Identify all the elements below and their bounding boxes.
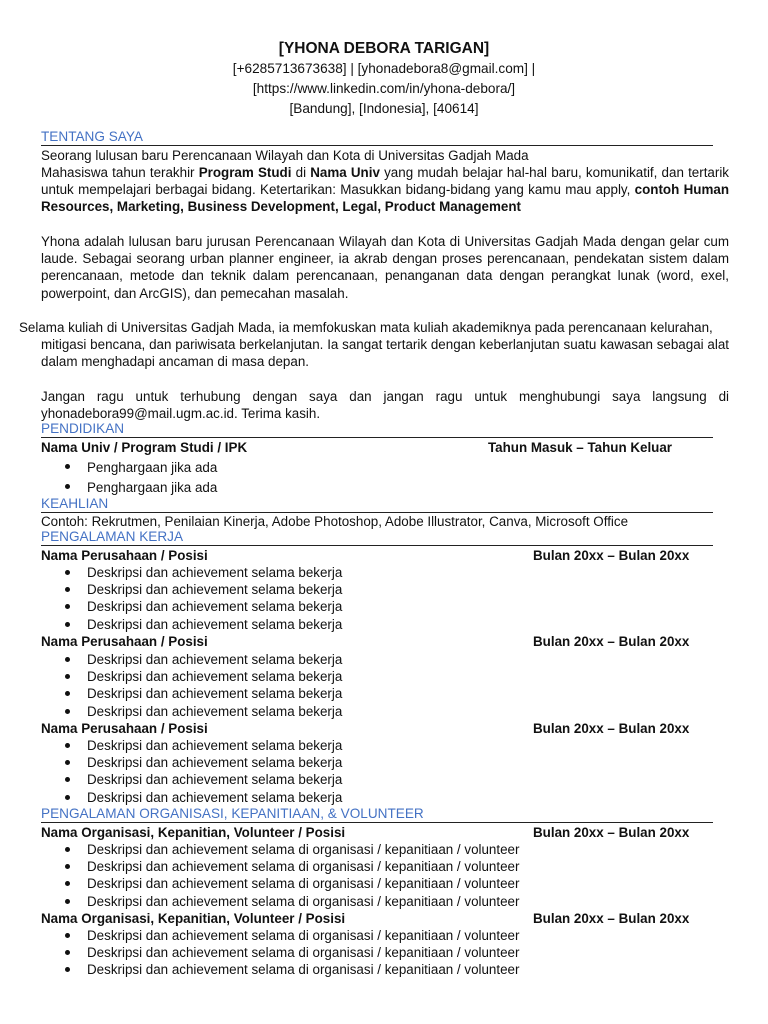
list-item: Deskripsi dan achievement selama bekerja bbox=[41, 564, 342, 581]
list-item: Deskripsi dan achievement selama bekerja bbox=[41, 771, 342, 788]
section-title-work: PENGALAMAN KERJA bbox=[41, 529, 713, 546]
work-position: Nama Perusahaan / Posisi bbox=[41, 634, 208, 649]
list-item: Penghargaan jika ada bbox=[41, 478, 217, 498]
organization-bullets bbox=[41, 927, 519, 979]
list-item: Deskripsi dan achievement selama di organisasi / kepanitiaan / volunteer bbox=[41, 858, 519, 875]
work-dates: Bulan 20xx – Bulan 20xx bbox=[533, 721, 690, 736]
list-item: Penghargaan jika ada bbox=[41, 458, 217, 478]
organization-position: Nama Organisasi, Kepanitian, Volunteer / Posisi bbox=[41, 825, 346, 840]
work-entry bbox=[41, 720, 713, 737]
work-position: Nama Perusahaan / Posisi bbox=[41, 548, 208, 563]
linkedin-line: [https://www.linkedin.com/in/yhona-debora/] bbox=[252, 81, 516, 96]
list-item: Deskripsi dan achievement selama di organisasi / kepanitiaan / volunteer bbox=[41, 927, 519, 944]
section-title-about: TENTANG SAYA bbox=[41, 129, 713, 146]
about-paragraph-interest bbox=[41, 164, 729, 216]
list-item: Deskripsi dan achievement selama di organisasi / kepanitiaan / volunteer bbox=[41, 893, 519, 910]
section-title-skills: KEAHLIAN bbox=[41, 496, 713, 513]
about-fields: contoh Human Resources, Marketing, Business Development, Legal, Product Management bbox=[41, 182, 730, 215]
list-item: Deskripsi dan achievement selama di organisasi / kepanitiaan / volunteer bbox=[41, 841, 519, 858]
location-line: [Bandung], [Indonesia], [40614] bbox=[289, 101, 479, 116]
about-nama-univ: Nama Univ bbox=[310, 165, 380, 180]
work-bullets bbox=[41, 737, 342, 806]
list-item: Deskripsi dan achievement selama di organisasi / kepanitiaan / volunteer bbox=[41, 944, 519, 961]
list-item: Deskripsi dan achievement selama bekerja bbox=[41, 685, 342, 702]
section-title-organization: PENGALAMAN ORGANISASI, KEPANITIAAN, & VOLUNTEER bbox=[41, 806, 713, 823]
about-text: di bbox=[291, 165, 311, 180]
list-item: Deskripsi dan achievement selama bekerja bbox=[41, 598, 342, 615]
organization-entry bbox=[41, 910, 713, 927]
work-entry bbox=[41, 633, 713, 650]
about-paragraph-contact: Jangan ragu untuk terhubung dengan saya dan jangan ragu untuk menghubungi saya langsung di yhonadebora99@mail.ugm.ac.id. Terima kasih. bbox=[41, 389, 729, 422]
section-title-education: PENDIDIKAN bbox=[41, 421, 713, 438]
list-item: Deskripsi dan achievement selama bekerja bbox=[41, 668, 342, 685]
list-item: Deskripsi dan achievement selama bekerja bbox=[41, 703, 342, 720]
list-item: Deskripsi dan achievement selama bekerja bbox=[41, 581, 342, 598]
resume-header bbox=[0, 39, 768, 119]
work-dates: Bulan 20xx – Bulan 20xx bbox=[533, 634, 690, 649]
education-school: Nama Univ / Program Studi / IPK bbox=[41, 440, 248, 455]
about-text: yang mudah belajar hal-hal baru, komunikatif, dan tertarik untuk mempelajari berbagai bidang. Ketertarikan: Masukkan bidang-bidang yang kamu mau apply, bbox=[41, 165, 730, 198]
work-dates: Bulan 20xx – Bulan 20xx bbox=[533, 548, 690, 563]
list-item: Deskripsi dan achievement selama bekerja bbox=[41, 789, 342, 806]
about-intro: Seorang lulusan baru Perencanaan Wilayah dan Kota di Universitas Gadjah Mada bbox=[41, 148, 529, 163]
about-paragraph-focus-first-line: Selama kuliah di Universitas Gadjah Mada, ia memfokuskan mata kuliah akademiknya pada perencanaan kelurahan, bbox=[19, 320, 713, 335]
organization-dates: Bulan 20xx – Bulan 20xx bbox=[533, 911, 690, 926]
skills-text: Contoh: Rekrutmen, Penilaian Kinerja, Adobe Photoshop, Adobe Illustrator, Canva, Microsoft Office bbox=[41, 514, 629, 529]
list-item: Deskripsi dan achievement selama bekerja bbox=[41, 737, 342, 754]
list-item: Deskripsi dan achievement selama di organisasi / kepanitiaan / volunteer bbox=[41, 961, 519, 978]
organization-bullets bbox=[41, 841, 519, 910]
education-entry bbox=[41, 439, 713, 456]
organization-dates: Bulan 20xx – Bulan 20xx bbox=[533, 825, 690, 840]
work-bullets bbox=[41, 564, 342, 633]
education-bullets bbox=[41, 458, 217, 498]
about-program-studi: Program Studi bbox=[198, 165, 292, 180]
contact-line: [+6285713673638] | [yhonadebora8@gmail.com] | bbox=[232, 61, 536, 76]
list-item: Deskripsi dan achievement selama di organisasi / kepanitiaan / volunteer bbox=[41, 875, 519, 892]
about-paragraph-profile: Yhona adalah lulusan baru jurusan Perencanaan Wilayah dan Kota di Universitas Gadjah Mada dengan gelar cum laude. Sebagai seorang urban planner engineer, ia akrab dengan proses perencanaan, pendekatan sistem dalam perencanaan, metode dan teknik dalam perencanaan, penanganan data dengan perangkat lunak (word, exel, powerpoint, dan ArcGIS), dan pemecahan masalah. bbox=[41, 234, 729, 301]
work-position: Nama Perusahaan / Posisi bbox=[41, 721, 208, 736]
candidate-name: [YHONA DEBORA TARIGAN] bbox=[278, 40, 490, 57]
list-item: Deskripsi dan achievement selama bekerja bbox=[41, 754, 342, 771]
about-text: Mahasiswa tahun terakhir bbox=[41, 165, 199, 180]
organization-entry bbox=[41, 824, 713, 841]
about-paragraph-focus: mitigasi bencana, dan pariwisata berkelanjutan. Ia sangat tertarik dengan keberlanjutan suatu kawasan sebagai alat dalam menghadapi ancaman di masa depan. bbox=[41, 337, 729, 370]
list-item: Deskripsi dan achievement selama bekerja bbox=[41, 651, 342, 668]
organization-position: Nama Organisasi, Kepanitian, Volunteer / Posisi bbox=[41, 911, 346, 926]
work-bullets bbox=[41, 651, 342, 720]
work-entry bbox=[41, 547, 713, 564]
education-dates: Tahun Masuk – Tahun Keluar bbox=[488, 440, 673, 455]
list-item: Deskripsi dan achievement selama bekerja bbox=[41, 616, 342, 633]
